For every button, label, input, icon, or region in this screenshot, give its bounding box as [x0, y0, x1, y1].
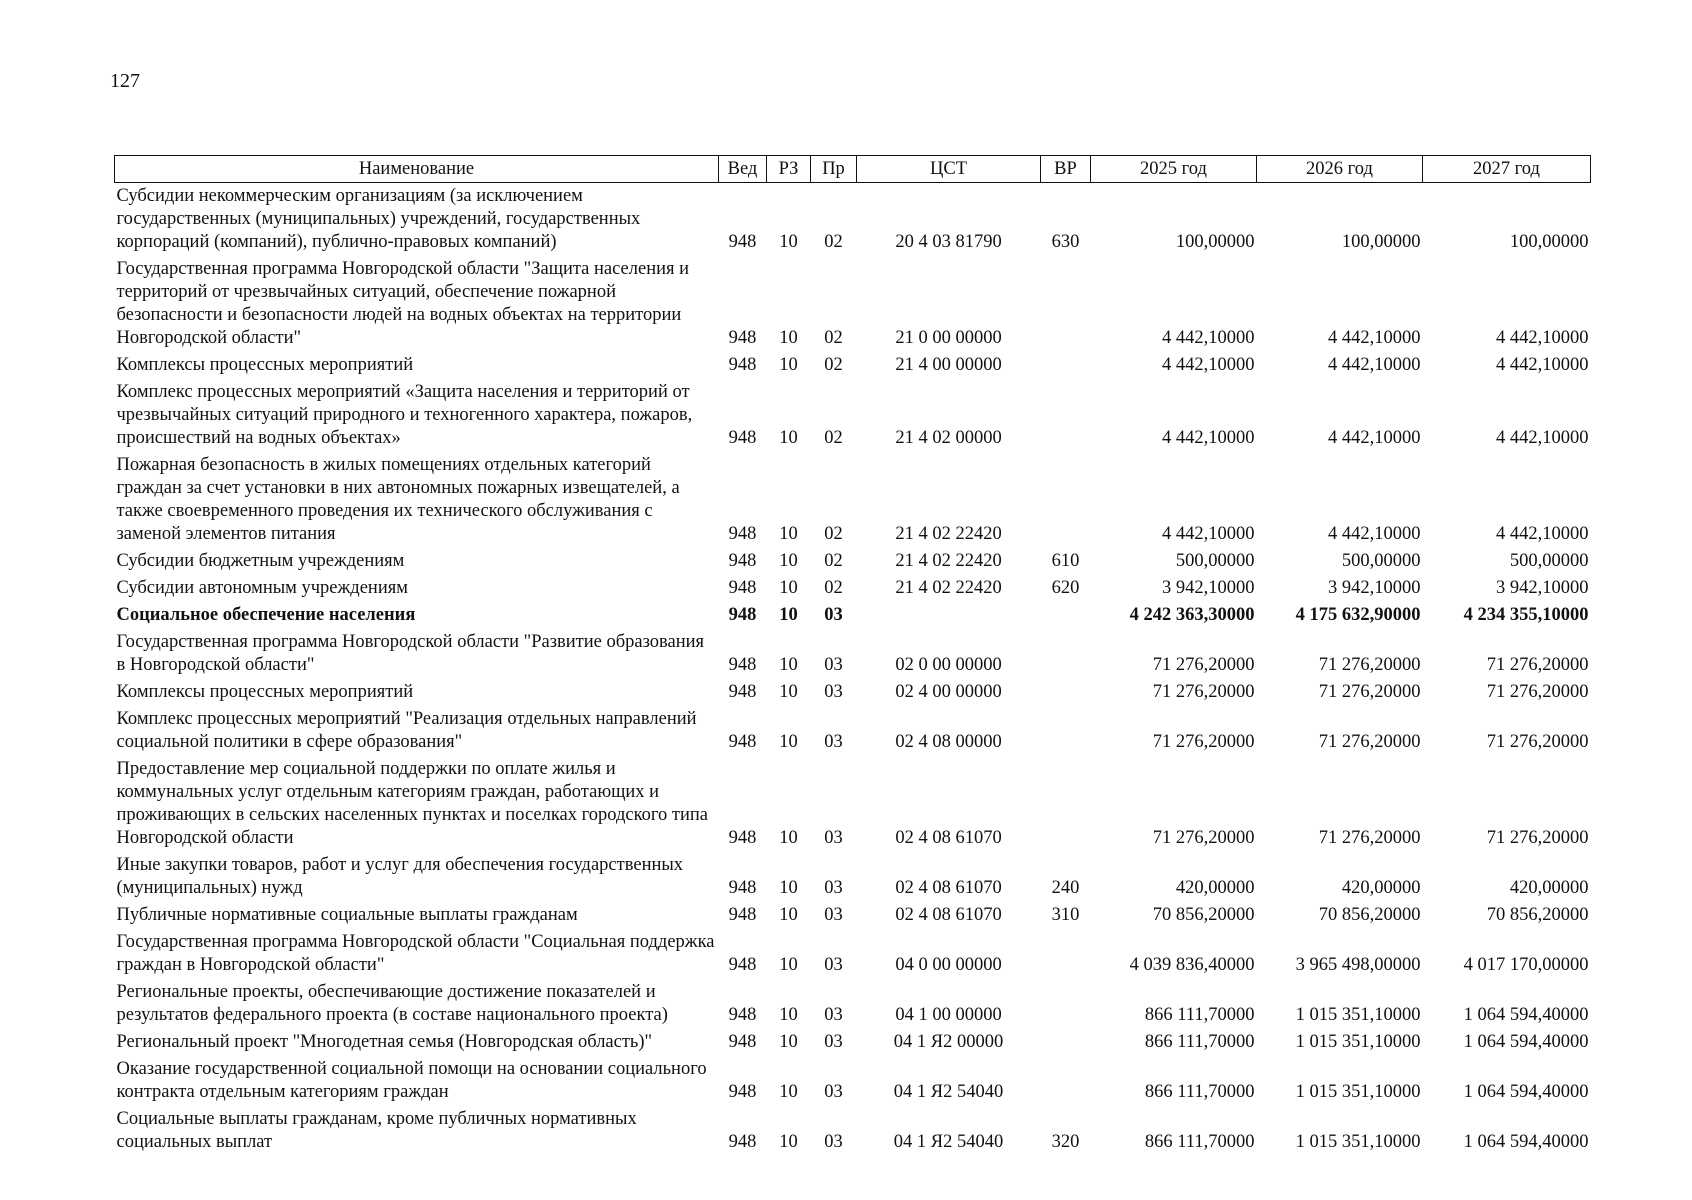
cell-y2027: 4 442,10000 — [1496, 328, 1589, 348]
table-row — [115, 602, 1591, 629]
cell-vr: 630 — [1051, 232, 1080, 252]
header-cst: ЦСТ — [857, 156, 1041, 183]
cell-pr: 03 — [824, 682, 843, 702]
cell-ved: 948 — [728, 551, 757, 571]
cell-y2027: 4 442,10000 — [1496, 355, 1589, 375]
cell-name: Публичные нормативные социальные выплаты гражданам — [116, 905, 578, 925]
cell-name: Комплекс процессных мероприятий "Реализация отдельных направлений социальной политики в сфере образования" — [116, 709, 697, 752]
cell-name: Комплексы процессных мероприятий — [116, 682, 414, 702]
cell-ved: 948 — [728, 232, 757, 252]
header-2027: 2027 год — [1423, 156, 1591, 183]
cell-y2027: 3 942,10000 — [1496, 578, 1589, 598]
cell-y2025: 4 442,10000 — [1162, 428, 1255, 448]
cell-y2027: 71 276,20000 — [1486, 655, 1589, 675]
cell-cst: 04 1 Я2 54040 — [893, 1082, 1004, 1102]
cell-y2026: 100,00000 — [1341, 232, 1421, 252]
cell-vr — [1041, 629, 1091, 679]
cell-vr — [1041, 602, 1091, 629]
cell-ved: 948 — [728, 355, 757, 375]
cell-y2026: 4 175 632,90000 — [1295, 605, 1421, 625]
cell-y2026: 71 276,20000 — [1318, 655, 1421, 675]
table-row — [115, 706, 1591, 756]
cell-ved: 948 — [728, 328, 757, 348]
cell-vr — [1041, 1056, 1091, 1106]
cell-y2026: 4 442,10000 — [1328, 355, 1421, 375]
cell-name: Социальное обеспечение населения — [116, 605, 416, 625]
cell-ved: 948 — [728, 578, 757, 598]
table-row — [115, 629, 1591, 679]
table-row — [115, 183, 1591, 257]
cell-name: Государственная программа Новгородской области "Социальная поддержка граждан в Новгородской области" — [116, 932, 715, 975]
cell-name: Иные закупки товаров, работ и услуг для обеспечения государственных (муниципальных) нужд — [116, 855, 684, 898]
cell-cst: 02 4 08 00000 — [895, 732, 1002, 752]
cell-vr — [1041, 756, 1091, 852]
cell-cst: 02 4 08 61070 — [895, 828, 1002, 848]
cell-y2027: 500,00000 — [1509, 551, 1589, 571]
cell-rz: 10 — [779, 905, 798, 925]
cell-y2025: 71 276,20000 — [1152, 682, 1255, 702]
cell-y2027: 4 017 170,00000 — [1463, 955, 1589, 975]
cell-name: Региональный проект "Многодетная семья (Новгородская область)" — [116, 1032, 653, 1052]
cell-y2027: 420,00000 — [1509, 878, 1589, 898]
budget-table-container — [114, 155, 1590, 1156]
cell-pr: 02 — [824, 355, 843, 375]
cell-rz: 10 — [779, 655, 798, 675]
cell-y2026: 1 015 351,10000 — [1295, 1082, 1421, 1102]
cell-y2026: 71 276,20000 — [1318, 682, 1421, 702]
cell-cst: 02 4 08 61070 — [895, 905, 1002, 925]
cell-y2027: 4 442,10000 — [1496, 428, 1589, 448]
cell-pr: 02 — [824, 524, 843, 544]
cell-name: Государственная программа Новгородской области "Развитие образования в Новгородской области" — [116, 632, 705, 675]
cell-ved: 948 — [728, 828, 757, 848]
table-row — [115, 979, 1591, 1029]
cell-rz: 10 — [779, 232, 798, 252]
cell-pr: 03 — [824, 732, 843, 752]
cell-cst: 21 4 02 00000 — [895, 428, 1002, 448]
cell-pr: 02 — [824, 328, 843, 348]
cell-vr — [1041, 929, 1091, 979]
cell-vr — [1041, 452, 1091, 548]
cell-name: Комплексы процессных мероприятий — [116, 355, 414, 375]
cell-vr — [1041, 256, 1091, 352]
cell-y2026: 500,00000 — [1341, 551, 1421, 571]
cell-y2027: 1 064 594,40000 — [1463, 1032, 1589, 1052]
cell-pr: 02 — [824, 428, 843, 448]
table-row — [115, 452, 1591, 548]
cell-y2026: 70 856,20000 — [1318, 905, 1421, 925]
cell-cst: 21 4 02 22420 — [895, 524, 1002, 544]
cell-pr: 03 — [824, 655, 843, 675]
header-ved: Вед — [719, 156, 767, 183]
cell-y2027: 71 276,20000 — [1486, 732, 1589, 752]
cell-vr — [1041, 1029, 1091, 1056]
cell-y2025: 866 111,70000 — [1144, 1032, 1255, 1052]
cell-name: Социальные выплаты гражданам, кроме публичных нормативных социальных выплат — [116, 1109, 637, 1152]
table-row — [115, 929, 1591, 979]
cell-y2026: 71 276,20000 — [1318, 732, 1421, 752]
cell-cst: 21 0 00 00000 — [895, 328, 1002, 348]
table-row — [115, 256, 1591, 352]
cell-ved: 948 — [728, 732, 757, 752]
cell-cst: 21 4 02 22420 — [895, 551, 1002, 571]
cell-cst — [857, 602, 1041, 629]
table-body — [115, 183, 1591, 1157]
cell-rz: 10 — [779, 578, 798, 598]
cell-rz: 10 — [779, 1032, 798, 1052]
cell-cst: 21 4 00 00000 — [895, 355, 1002, 375]
cell-name: Субсидии бюджетным учреждениям — [116, 551, 405, 571]
cell-pr: 03 — [824, 1032, 843, 1052]
cell-y2025: 4 242 363,30000 — [1129, 605, 1255, 625]
table-row — [115, 1056, 1591, 1106]
cell-ved: 948 — [728, 955, 757, 975]
cell-cst: 02 4 08 61070 — [895, 878, 1002, 898]
table-row — [115, 852, 1591, 902]
cell-ved: 948 — [728, 1032, 757, 1052]
cell-cst: 02 4 00 00000 — [895, 682, 1002, 702]
cell-y2027: 1 064 594,40000 — [1463, 1082, 1589, 1102]
cell-vr — [1041, 679, 1091, 706]
cell-y2027: 1 064 594,40000 — [1463, 1132, 1589, 1152]
cell-cst: 04 0 00 00000 — [895, 955, 1002, 975]
cell-ved: 948 — [728, 682, 757, 702]
cell-name: Государственная программа Новгородской области "Защита населения и территорий от чрезвычайных ситуаций, обеспечение пожарной безопасности и безопасности людей на водных объектах на территории Новгородской области" — [116, 259, 690, 348]
cell-y2026: 1 015 351,10000 — [1295, 1005, 1421, 1025]
cell-ved: 948 — [728, 878, 757, 898]
cell-ved: 948 — [728, 905, 757, 925]
header-name: Наименование — [115, 156, 719, 183]
cell-name: Субсидии автономным учреждениям — [116, 578, 408, 598]
cell-y2027: 1 064 594,40000 — [1463, 1005, 1589, 1025]
cell-name: Комплекс процессных мероприятий «Защита населения и территорий от чрезвычайных ситуаций природного и техногенного характера, пожаров, происшествий на водных объектах» — [116, 382, 693, 448]
cell-rz: 10 — [779, 355, 798, 375]
cell-vr: 620 — [1051, 578, 1080, 598]
table-header — [115, 156, 1591, 183]
budget-table — [114, 155, 1591, 1156]
cell-pr: 02 — [824, 551, 843, 571]
cell-pr: 02 — [824, 232, 843, 252]
cell-name: Пожарная безопасность в жилых помещениях отдельных категорий граждан за счет установки в них автономных пожарных извещателей, а также своевременного проведения их технического обслуживания с заменой элементов питания — [116, 455, 680, 544]
cell-vr: 320 — [1051, 1132, 1080, 1152]
cell-y2027: 71 276,20000 — [1486, 828, 1589, 848]
cell-name: Субсидии некоммерческим организациям (за исключением государственных (муниципальных) учреждений, государственных корпораций (компаний), публично-правовых компаний) — [116, 186, 641, 252]
cell-rz: 10 — [779, 878, 798, 898]
cell-y2026: 1 015 351,10000 — [1295, 1032, 1421, 1052]
cell-y2026: 4 442,10000 — [1328, 328, 1421, 348]
cell-pr: 03 — [824, 1132, 843, 1152]
cell-y2025: 71 276,20000 — [1152, 732, 1255, 752]
cell-rz: 10 — [779, 955, 798, 975]
table-row — [115, 1029, 1591, 1056]
cell-ved: 948 — [728, 655, 757, 675]
cell-pr: 03 — [824, 1082, 843, 1102]
cell-y2025: 500,00000 — [1175, 551, 1255, 571]
cell-y2025: 4 039 836,40000 — [1129, 955, 1255, 975]
cell-ved: 948 — [728, 524, 757, 544]
cell-vr: 240 — [1051, 878, 1080, 898]
cell-ved: 948 — [728, 605, 757, 625]
cell-rz: 10 — [779, 524, 798, 544]
cell-vr: 610 — [1051, 551, 1080, 571]
cell-y2025: 4 442,10000 — [1162, 524, 1255, 544]
cell-y2025: 71 276,20000 — [1152, 828, 1255, 848]
cell-cst: 04 1 Я2 54040 — [893, 1132, 1004, 1152]
table-row — [115, 575, 1591, 602]
cell-name: Предоставление мер социальной поддержки по оплате жилья и коммунальных услуг отдельным категориям граждан, работающих и проживающих в сельских населенных пунктах и поселках городского типа Новгородской области — [116, 759, 708, 848]
table-row — [115, 679, 1591, 706]
cell-vr — [1041, 979, 1091, 1029]
cell-y2025: 100,00000 — [1175, 232, 1255, 252]
cell-y2026: 3 965 498,00000 — [1295, 955, 1421, 975]
cell-ved: 948 — [728, 1132, 757, 1152]
cell-rz: 10 — [779, 1082, 798, 1102]
cell-name: Региональные проекты, обеспечивающие достижение показателей и результатов федерального проекта (в составе национального проекта) — [116, 982, 668, 1025]
cell-y2026: 420,00000 — [1341, 878, 1421, 898]
cell-y2027: 100,00000 — [1509, 232, 1589, 252]
cell-y2026: 3 942,10000 — [1328, 578, 1421, 598]
cell-rz: 10 — [779, 1132, 798, 1152]
cell-rz: 10 — [779, 605, 798, 625]
cell-y2027: 4 234 355,10000 — [1463, 605, 1589, 625]
cell-pr: 03 — [824, 605, 843, 625]
cell-vr — [1041, 706, 1091, 756]
cell-y2027: 71 276,20000 — [1486, 682, 1589, 702]
cell-vr — [1041, 352, 1091, 379]
cell-cst: 04 1 Я2 00000 — [893, 1032, 1004, 1052]
header-2025: 2025 год — [1091, 156, 1257, 183]
cell-cst: 21 4 02 22420 — [895, 578, 1002, 598]
cell-cst: 04 1 00 00000 — [895, 1005, 1002, 1025]
cell-y2027: 70 856,20000 — [1486, 905, 1589, 925]
table-row — [115, 756, 1591, 852]
cell-pr: 03 — [824, 1005, 843, 1025]
cell-rz: 10 — [779, 551, 798, 571]
cell-rz: 10 — [779, 682, 798, 702]
cell-y2025: 71 276,20000 — [1152, 655, 1255, 675]
cell-y2027: 4 442,10000 — [1496, 524, 1589, 544]
cell-y2026: 4 442,10000 — [1328, 428, 1421, 448]
cell-name: Оказание государственной социальной помощи на основании социального контракта отдельным категориям граждан — [116, 1059, 707, 1102]
cell-pr: 03 — [824, 878, 843, 898]
cell-rz: 10 — [779, 732, 798, 752]
cell-cst: 20 4 03 81790 — [895, 232, 1002, 252]
cell-y2025: 866 111,70000 — [1144, 1082, 1255, 1102]
cell-rz: 10 — [779, 828, 798, 848]
cell-y2025: 70 856,20000 — [1152, 905, 1255, 925]
table-row — [115, 548, 1591, 575]
table-row — [115, 352, 1591, 379]
cell-pr: 03 — [824, 828, 843, 848]
header-vr: ВР — [1041, 156, 1091, 183]
cell-pr: 03 — [824, 955, 843, 975]
table-row — [115, 379, 1591, 452]
table-row — [115, 1106, 1591, 1156]
cell-y2025: 3 942,10000 — [1162, 578, 1255, 598]
cell-vr: 310 — [1051, 905, 1080, 925]
cell-ved: 948 — [728, 1082, 757, 1102]
page-number: 127 — [110, 70, 140, 92]
cell-rz: 10 — [779, 1005, 798, 1025]
cell-rz: 10 — [779, 328, 798, 348]
cell-rz: 10 — [779, 428, 798, 448]
cell-y2025: 4 442,10000 — [1162, 355, 1255, 375]
cell-ved: 948 — [728, 428, 757, 448]
cell-cst: 02 0 00 00000 — [895, 655, 1002, 675]
cell-y2025: 866 111,70000 — [1144, 1132, 1255, 1152]
cell-y2026: 1 015 351,10000 — [1295, 1132, 1421, 1152]
cell-y2025: 420,00000 — [1175, 878, 1255, 898]
cell-ved: 948 — [728, 1005, 757, 1025]
cell-y2026: 4 442,10000 — [1328, 524, 1421, 544]
cell-y2025: 866 111,70000 — [1144, 1005, 1255, 1025]
cell-y2026: 71 276,20000 — [1318, 828, 1421, 848]
cell-y2025: 4 442,10000 — [1162, 328, 1255, 348]
header-2026: 2026 год — [1257, 156, 1423, 183]
cell-vr — [1041, 379, 1091, 452]
table-row — [115, 902, 1591, 929]
cell-pr: 02 — [824, 578, 843, 598]
header-pr: Пр — [811, 156, 857, 183]
header-rz: РЗ — [767, 156, 811, 183]
cell-pr: 03 — [824, 905, 843, 925]
